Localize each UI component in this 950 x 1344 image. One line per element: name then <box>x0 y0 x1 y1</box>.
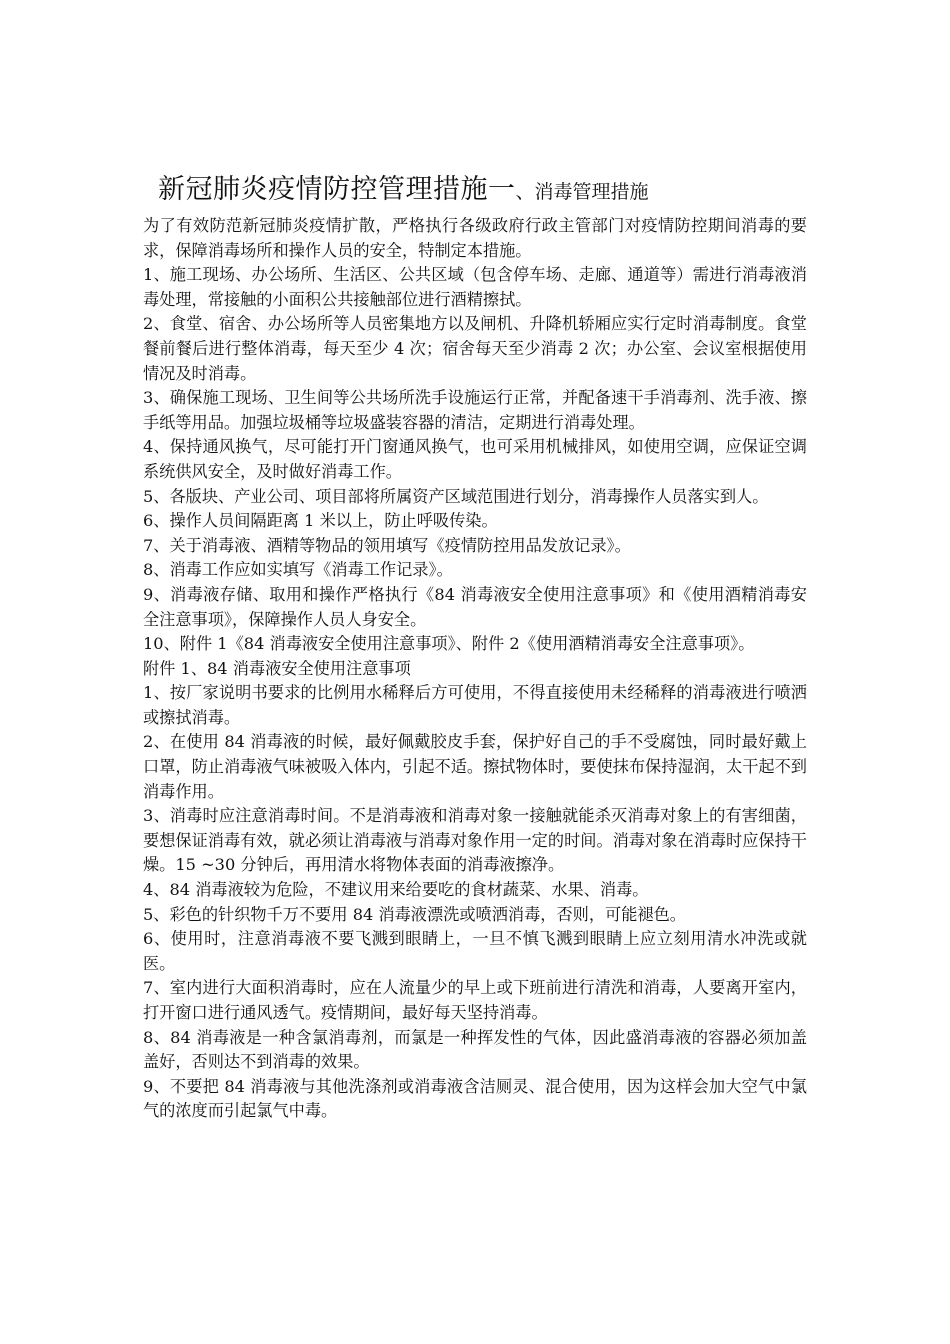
paragraph: 2、在使用 84 消毒液的时候，最好佩戴胶皮手套，保护好自己的手不受腐蚀，同时最好戴上口罩，防止消毒液气味被吸入体内，引起不适。擦拭物体时，要使抹布保持湿润，太干起不到消毒作用。 <box>143 732 807 801</box>
paragraph: 3、确保施工现场、卫生间等公共场所洗手设施运行正常，并配备速干手消毒剂、洗手液、擦手纸等用品。加强垃圾桶等垃圾盛装容器的清洁，定期进行消毒处理。 <box>143 388 807 432</box>
paragraph: 5、各版块、产业公司、项目部将所属资产区域范围进行划分，消毒操作人员落实到人。 <box>143 486 769 506</box>
paragraph: 4、84 消毒液较为危险，不建议用来给要吃的食材蔬菜、水果、消毒。 <box>143 880 649 900</box>
paragraph: 8、84 消毒液是一种含氯消毒剂，而氯是一种挥发性的气体，因此盛消毒液的容器必须加盖盖好，否则达不到消毒的效果。 <box>143 1027 807 1072</box>
paragraph: 9、消毒液存储、取用和操作严格执行《84 消毒液安全使用注意事项》和《使用酒精消毒安全注意事项》，保障操作人员人身安全。 <box>143 584 807 629</box>
title-main: 新冠肺炎疫情防控管理措施一 <box>158 174 516 205</box>
paragraph: 1、施工现场、办公场所、生活区、公共区域（包含停车场、走廊、通道等）需进行消毒液消毒处理，常接触的小面积公共接触部位进行酒精擦拭。 <box>143 265 807 309</box>
section-heading: 附件 1、84 消毒液安全使用注意事项 <box>143 658 411 678</box>
title-subtitle: 、消毒管理措施 <box>515 181 649 203</box>
paragraph: 2、食堂、宿舍、办公场所等人员密集地方以及闸机、升降机轿厢应实行定时消毒制度。食堂餐前餐后进行整体消毒，每天至少 4 次；宿舍每天至少消毒 2 次；办公室、会议室根据使用情况及时消毒。 <box>143 314 807 383</box>
paragraph: 为了有效防范新冠肺炎疫情扩散，严格执行各级政府行政主管部门对疫情防控期间消毒的要求，保障消毒场所和操作人员的安全，特制定本措施。 <box>143 216 807 260</box>
paragraph: 5、彩色的针织物千万不要用 84 消毒液漂洗或喷洒消毒，否则，可能褪色。 <box>143 904 686 924</box>
paragraph: 6、使用时，注意消毒液不要飞溅到眼睛上，一旦不慎飞溅到眼睛上应立刻用清水冲洗或就医。 <box>143 929 807 973</box>
paragraph: 7、关于消毒液、酒精等物品的领用填写《疫情防控用品发放记录》。 <box>143 535 631 555</box>
document-title <box>158 170 878 213</box>
paragraph: 4、保持通风换气，尽可能打开门窗通风换气，也可采用机械排风，如使用空调，应保证空调系统供风安全，及时做好消毒工作。 <box>143 437 807 481</box>
paragraph: 8、消毒工作应如实填写《消毒工作记录》。 <box>143 560 453 580</box>
document-body <box>143 214 807 1124</box>
paragraph: 9、不要把 84 消毒液与其他洗涤剂或消毒液含洁厕灵、混合使用，因为这样会加大空气中氯气的浓度而引起氯气中毒。 <box>143 1076 807 1121</box>
paragraph: 10、附件 1《84 消毒液安全使用注意事项》、附件 2《使用酒精消毒安全注意事项》。 <box>143 634 755 654</box>
paragraph: 7、室内进行大面积消毒时，应在人流量少的早上或下班前进行清洗和消毒，人要离开室内，打开窗口进行通风透气。疫情期间，最好每天坚持消毒。 <box>143 978 807 1022</box>
paragraph: 6、操作人员间隔距离 1 米以上，防止呼吸传染。 <box>143 511 498 531</box>
paragraph: 1、按厂家说明书要求的比例用水稀释后方可使用，不得直接使用未经稀释的消毒液进行喷洒或擦拭消毒。 <box>143 683 807 727</box>
paragraph: 3、消毒时应注意消毒时间。不是消毒液和消毒对象一接触就能杀灭消毒对象上的有害细菌，要想保证消毒有效，就必须让消毒液与消毒对象作用一定的时间。消毒对象在消毒时应保持干燥。15 ~30 分钟后，再用清水将物体表面的消毒液擦净。 <box>143 806 807 875</box>
